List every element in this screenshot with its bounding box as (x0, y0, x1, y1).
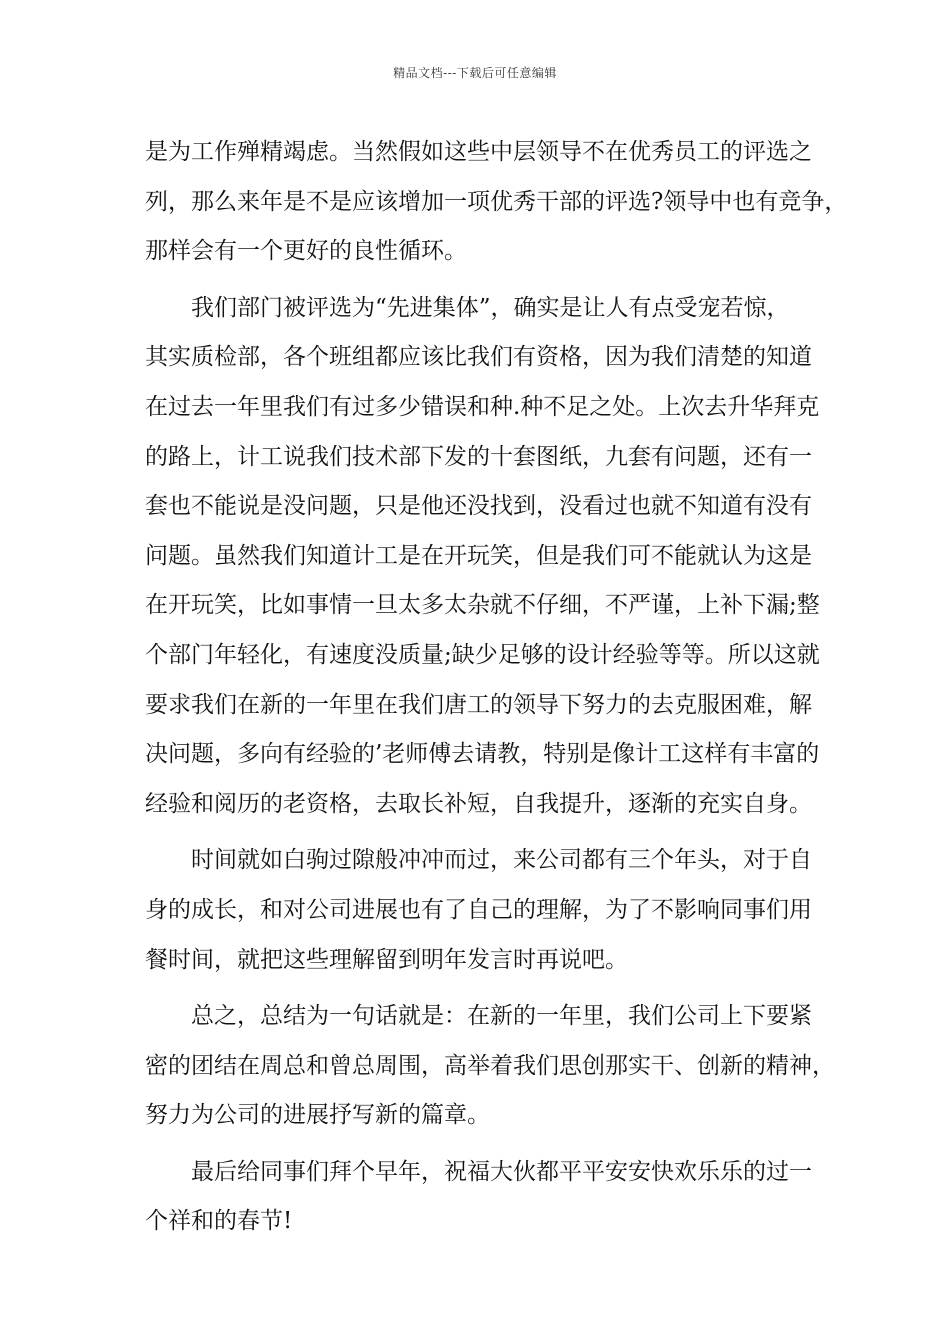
paragraph-gap (145, 985, 813, 992)
paragraph (145, 284, 820, 830)
text-line: 其实质检部，各个班组都应该比我们有资格，因为我们清楚的知道 (145, 344, 812, 371)
paragraph (145, 836, 813, 985)
text-line: 最后给同事们拜个早年，祝福大伙都平平安安快欢乐乐的过一 (145, 1158, 812, 1185)
text-line: 那样会有一个更好的良性循环。 (145, 238, 467, 265)
text-line: 决问题，多向有经验的’老师傅去请教，特别是像计工这样有丰富的 (145, 741, 820, 768)
text-line: 的路上，计工说我们技术部下发的十套图纸，九套有问题，还有一 (145, 443, 812, 470)
text-line: 时间就如白驹过隙般冲冲而过，来公司都有三个年头，对于自 (145, 847, 812, 874)
document-body (145, 128, 848, 1247)
text-line: 努力为公司的进展抒写新的篇章。 (145, 1102, 490, 1129)
text-line: 个部门年轻化，有速度没质量;缺少足够的设计经验等等。所以这就 (145, 641, 820, 668)
paragraph-gap (145, 829, 813, 836)
paragraph (145, 1148, 813, 1247)
paragraph-gap (145, 1141, 813, 1148)
page-header: 精品文档---下载后可任意编辑 (393, 66, 557, 80)
text-line: 问题。虽然我们知道计工是在开玩笑，但是我们可不能就认为这是 (145, 542, 812, 569)
text-line: 列，那么来年是不是应该增加一项优秀干部的评选?领导中也有竞争， (145, 188, 848, 215)
text-line: 总之，总结为一句话就是：在新的一年里，我们公司上下要紧 (145, 1003, 812, 1030)
text-line: 个祥和的春节! (145, 1208, 293, 1235)
text-line: 在过去一年里我们有过多少错误和种.种不足之处。上次去升华拜克 (145, 393, 820, 420)
text-line: 套也不能说是没问题，只是他还没找到，没看过也就不知道有没有 (145, 493, 812, 520)
paragraph (145, 128, 848, 277)
text-line: 在开玩笑，比如事情一旦太多太杂就不仔细，不严谨，上补下漏;整 (145, 592, 820, 619)
text-line: 餐时间，就把这些理解留到明年发言时再说吧。 (145, 946, 628, 973)
text-line: 是为工作殚精竭虑。当然假如这些中层领导不在优秀员工的评选之 (145, 139, 812, 165)
text-line: 密的团结在周总和曾总周围，高举着我们思创那实干、创新的精神， (145, 1052, 835, 1079)
text-line: 我们部门被评选为“先进集体”，确实是让人有点受宠若惊， (145, 294, 790, 321)
paragraph-gap (145, 277, 813, 284)
text-line: 身的成长，和对公司进展也有了自己的理解，为了不影响同事们用 (145, 896, 812, 923)
paragraph (145, 992, 835, 1141)
text-line: 要求我们在新的一年里在我们唐工的领导下努力的去克服困难，解 (145, 691, 812, 718)
text-line: 经验和阅历的老资格，去取长补短，自我提升，逐渐的充实自身。 (145, 790, 812, 817)
